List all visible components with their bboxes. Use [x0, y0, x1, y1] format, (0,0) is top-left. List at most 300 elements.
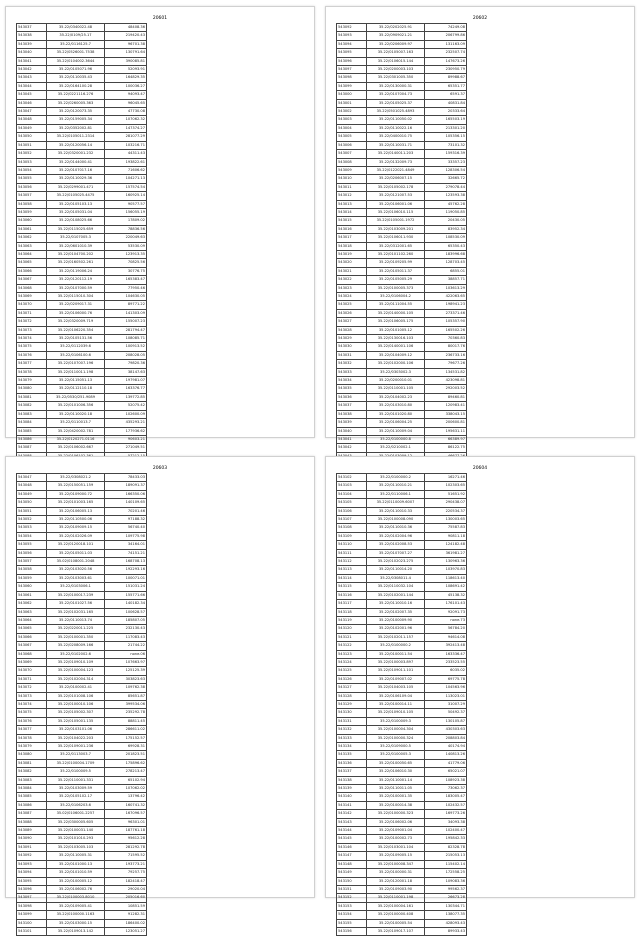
record-id-cell: 543017	[337, 234, 367, 242]
table-row	[17, 91, 147, 99]
table-row	[17, 158, 147, 166]
record-id-cell: 543137	[337, 768, 367, 776]
record-id-cell: 543025	[337, 301, 367, 309]
amount-cell: 124182.48	[425, 541, 467, 549]
reference-cell: 35.22/0120001.18	[367, 877, 425, 885]
reference-cell: 35.22/0115025.659	[47, 225, 105, 233]
amount-cell: 75587.83	[425, 524, 467, 532]
reference-cell: 35.22/0200003.103	[367, 66, 425, 74]
table-row	[17, 785, 147, 793]
amount-cell: 78433.03	[105, 474, 147, 482]
records-table	[16, 473, 147, 936]
amount-cell: 100071.01	[105, 574, 147, 582]
record-id-cell: 543064	[17, 616, 47, 624]
reference-cell: 35.22/0100009.5	[47, 768, 105, 776]
table-row	[17, 499, 147, 507]
amount-cell: 175896.62	[105, 759, 147, 767]
amount-cell: 10851.59	[105, 902, 147, 910]
record-id-cell: 543040	[17, 49, 47, 57]
table-row	[337, 108, 467, 116]
reference-cell: 35.22/0100011.54	[367, 650, 425, 658]
record-id-cell: 543102	[337, 474, 367, 482]
record-id-cell: 543036	[337, 393, 367, 401]
record-id-cell: 543096	[337, 57, 367, 65]
table-row	[337, 318, 467, 326]
table-row	[17, 919, 147, 927]
reference-cell: 35.22/0100031.140	[47, 827, 105, 835]
reference-cell: 35.22/0110010.16	[367, 600, 425, 608]
amount-cell: 30776.75	[105, 267, 147, 275]
reference-cell: 35.22/0119006.24	[47, 267, 105, 275]
table-row	[17, 32, 147, 40]
table-row	[337, 709, 467, 717]
table-row	[337, 911, 467, 919]
amount-cell: 163336.47	[425, 650, 467, 658]
amount-cell: 292003.52	[425, 385, 467, 393]
amount-cell: 281292.78	[105, 843, 147, 851]
page-3	[5, 456, 315, 933]
reference-cell: 35.22/0109005.41	[47, 902, 105, 910]
record-id-cell: 543065	[17, 259, 47, 267]
reference-cell: 35.22/0100017.239	[47, 591, 105, 599]
record-id-cell: 543089	[17, 827, 47, 835]
amount-cell: 215053.13	[425, 852, 467, 860]
record-id-cell: 543066	[17, 267, 47, 275]
record-id-cell: 543056	[17, 549, 47, 557]
record-id-cell: 543005	[337, 133, 367, 141]
reference-cell: 35.22/0104002.23	[367, 393, 425, 401]
reference-cell: 35.22/0107007.196	[47, 360, 105, 368]
reference-cell: 35.22/0100004.161	[367, 902, 425, 910]
record-id-cell: 543041	[17, 57, 47, 65]
record-id-cell: 543002	[337, 108, 367, 116]
table-row	[17, 82, 147, 90]
amount-cell: 281794.47	[105, 326, 147, 334]
amount-cell: 105356.15	[425, 133, 467, 141]
amount-cell: 109775.98	[105, 532, 147, 540]
amount-cell: 232507.74	[425, 49, 467, 57]
reference-cell: 35.22/0105001.135	[47, 717, 105, 725]
record-id-cell: 543138	[337, 776, 367, 784]
amount-cell: 77950.46	[105, 284, 147, 292]
table-row	[17, 49, 147, 57]
record-id-cell: 543130	[337, 709, 367, 717]
table-row	[337, 74, 467, 82]
amount-cell: 117083.43	[105, 633, 147, 641]
table-row	[337, 541, 467, 549]
reference-cell: 35.22/0312001.65	[367, 242, 425, 250]
amount-cell: 201823.51	[105, 751, 147, 759]
record-id-cell: 543039	[17, 40, 47, 48]
amount-cell: 182418.47	[105, 877, 147, 885]
record-id-cell: 543084	[17, 785, 47, 793]
reference-cell: 35.22/0102004.96	[367, 532, 425, 540]
reference-cell: 35.22/0103101.06	[47, 726, 105, 734]
record-id-cell: 543117	[337, 600, 367, 608]
reference-cell: 35.22/0104003.105	[367, 684, 425, 692]
reference-cell: 35.22/0100009.90	[367, 616, 425, 624]
table-row	[17, 66, 147, 74]
table-row	[337, 785, 467, 793]
record-id-cell: 543092	[337, 24, 367, 32]
reference-cell: 35.22/0208009.166	[47, 642, 105, 650]
record-id-cell: 543115	[337, 583, 367, 591]
reference-cell: 35.22/0112110.18	[47, 385, 105, 393]
record-id-cell: 543055	[17, 541, 47, 549]
reference-cell: 35.22/0106109.04	[367, 692, 425, 700]
record-id-cell: 543076	[17, 717, 47, 725]
reference-cell: 35.22/0100014.38	[367, 801, 425, 809]
amount-cell: 134531.82	[425, 368, 467, 376]
amount-cell: 102432.57	[425, 801, 467, 809]
table-row	[17, 435, 147, 443]
table-row	[17, 40, 147, 48]
reference-cell: 35.22/0110010.21	[367, 482, 425, 490]
reference-cell: 35.22/0601010.39	[47, 242, 105, 250]
amount-cell: 428093.43	[425, 919, 467, 927]
table-row	[337, 507, 467, 515]
table-row	[337, 225, 467, 233]
record-id-cell: 543048	[17, 482, 47, 490]
reference-cell: 35.22/0105002.307	[47, 709, 105, 717]
amount-cell: 435293.21	[105, 419, 147, 427]
amount-cell: 6035.02	[425, 667, 467, 675]
table-row	[17, 583, 147, 591]
table-row	[337, 734, 467, 742]
amount-cell: 16271.46	[425, 474, 467, 482]
amount-cell: 97188.32	[105, 516, 147, 524]
record-id-cell: 543058	[17, 566, 47, 574]
reference-cell: 35.22/0108025.66	[47, 217, 105, 225]
record-id-cell: 543150	[337, 877, 367, 885]
record-id-cell: 543008	[337, 158, 367, 166]
reference-cell: 35.22/0140000.105	[367, 309, 425, 317]
table-row	[17, 419, 147, 427]
record-id-cell: 543129	[337, 700, 367, 708]
reference-cell: 35.22/0109009.15	[47, 524, 105, 532]
amount-cell: 109083.36	[425, 877, 467, 885]
amount-cell: 103216.71	[105, 141, 147, 149]
table-row	[337, 591, 467, 599]
reference-cell: 35.22/0104022.203	[47, 734, 105, 742]
amount-cell: 155007.23	[105, 318, 147, 326]
reference-cell: 35.22/0107004.73	[367, 91, 425, 99]
table-row	[17, 667, 147, 675]
table-row	[337, 326, 467, 334]
amount-cell: 88811.45	[105, 717, 147, 725]
record-id-cell: 543026	[337, 309, 367, 317]
amount-cell: 130791.64	[105, 49, 147, 57]
amount-cell: 86122.75	[425, 444, 467, 452]
table-row	[337, 768, 467, 776]
record-id-cell: 543083	[17, 776, 47, 784]
reference-cell: 35.22/0110029.36	[47, 175, 105, 183]
table-row	[17, 326, 147, 334]
reference-cell: 35.22/0530/251.9089	[47, 393, 105, 401]
amount-cell: 38147.63	[105, 368, 147, 376]
table-row	[17, 175, 147, 183]
record-id-cell: 543043	[17, 74, 47, 82]
reference-cell: 35.22/0110031.71	[367, 141, 425, 149]
table-row	[337, 301, 467, 309]
reference-cell: 35.22/0105103.13	[47, 200, 105, 208]
reference-cell: 35.22/0106010.115	[367, 208, 425, 216]
record-id-cell: 543057	[17, 192, 47, 200]
table-row	[337, 877, 467, 885]
record-id-cell: 543061	[17, 225, 47, 233]
reference-cell: 35.22/0110011.198	[47, 368, 105, 376]
amount-cell: 140109.65	[105, 499, 147, 507]
record-id-cell: 543010	[337, 175, 367, 183]
record-id-cell: 543076	[17, 351, 47, 359]
reference-cell: 35.22/0106220.354	[47, 326, 105, 334]
record-id-cell: 543131	[337, 717, 367, 725]
amount-cell: 56740.40	[105, 524, 147, 532]
reference-cell: 35.22/0107007.27	[367, 549, 425, 557]
table-row	[337, 208, 467, 216]
record-id-cell: 543053	[17, 524, 47, 532]
record-id-cell: 543072	[17, 684, 47, 692]
reference-cell: 35.22/0100005.54	[367, 919, 425, 927]
table-row	[17, 549, 147, 557]
table-row	[17, 558, 147, 566]
amount-cell: 281077.29	[105, 133, 147, 141]
record-id-cell: 543112	[337, 558, 367, 566]
table-row	[17, 818, 147, 826]
table-row	[337, 608, 467, 616]
amount-cell: 85651.87	[105, 692, 147, 700]
reference-cell: 35.22/0100002.73	[367, 835, 425, 843]
record-id-cell: 543097	[337, 66, 367, 74]
reference-cell: 35.22/0101010.59	[47, 869, 105, 877]
record-id-cell: 543135	[337, 751, 367, 759]
reference-cell: 35.22/0308011.4	[367, 574, 425, 582]
record-id-cell: 543012	[337, 192, 367, 200]
reference-cell: 35.22/0300005.605	[47, 818, 105, 826]
record-id-cell: 543047	[17, 108, 47, 116]
reference-cell: 35.22/0100008.347	[367, 860, 425, 868]
table-row	[17, 776, 147, 784]
amount-cell: 138077.35	[425, 911, 467, 919]
reference-cell: 35.22/0100005.373	[367, 284, 425, 292]
table-row	[17, 759, 147, 767]
reference-cell: 35.22/0210002.1	[367, 444, 425, 452]
record-id-cell: 543141	[337, 801, 367, 809]
amount-cell: 56784.20	[425, 625, 467, 633]
amount-cell: 71606.62	[105, 166, 147, 174]
reference-cell: 35.22/0110014.20	[367, 566, 425, 574]
reference-cell: 35.22/0106010.30	[367, 768, 425, 776]
reference-cell: 35.22/0352002.81	[47, 124, 105, 132]
reference-cell: 35.22/0110500.06	[47, 516, 105, 524]
reference-cell: 35.22/0105011.03	[47, 549, 105, 557]
record-id-cell: 543080	[17, 385, 47, 393]
table-row	[17, 709, 147, 717]
amount-cell: 31007.29	[425, 700, 467, 708]
amount-cell: 52075.42	[105, 402, 147, 410]
amount-cell: 103613.29	[425, 284, 467, 292]
amount-cell: 66389.97	[425, 435, 467, 443]
table-row	[337, 650, 467, 658]
record-id-cell: 543068	[17, 650, 47, 658]
table-row	[337, 684, 467, 692]
reference-cell: 35.22/0109007.02	[367, 675, 425, 683]
reference-cell: 35.22/0110010.36	[367, 524, 425, 532]
table-row	[17, 566, 147, 574]
table-row	[337, 793, 467, 801]
amount-cell: 103970.83	[425, 566, 467, 574]
reference-cell: 35.22/0102000.106	[367, 360, 425, 368]
record-id-cell: 543124	[337, 658, 367, 666]
amount-cell: 26673.28	[425, 894, 467, 902]
record-id-cell: 543064	[17, 250, 47, 258]
reference-cell: 35.22/0109005.15	[367, 852, 425, 860]
amount-cell: 107062.32	[105, 116, 147, 124]
reference-cell: 35.22/0103001.104	[367, 843, 425, 851]
record-id-cell: 543030	[337, 343, 367, 351]
reference-cell: 35.22/0102001.144	[367, 591, 425, 599]
record-id-cell: 543023	[337, 284, 367, 292]
record-id-cell: 543134	[337, 743, 367, 751]
amount-cell: 151031.24	[105, 583, 147, 591]
reference-cell: 35.22/0105005.29	[367, 276, 425, 284]
table-row	[337, 435, 467, 443]
record-id-cell: 543052	[17, 516, 47, 524]
table-row	[17, 692, 147, 700]
reference-cell: 35.22/0102004.314	[47, 675, 105, 683]
amount-cell: 92091.73	[425, 608, 467, 616]
reference-cell: 35.22/0112039.6	[47, 343, 105, 351]
reference-cell: 35.22/0110013.7	[47, 419, 105, 427]
table-row	[337, 860, 467, 868]
amount-cell: 390085.81	[105, 57, 147, 65]
amount-cell: 141303.09	[105, 309, 147, 317]
amount-cell: 123051.27	[105, 927, 147, 935]
reference-cell: 35.22/0102007.35	[367, 608, 425, 616]
table-row	[17, 877, 147, 885]
record-id-cell: 543020	[337, 259, 367, 267]
amount-cell: 73062.37	[425, 785, 467, 793]
amount-cell: 70825.56	[105, 259, 147, 267]
page-4	[325, 456, 635, 933]
reference-cell: 35.22/0120056.14	[47, 141, 105, 149]
table-row	[17, 217, 147, 225]
amount-cell: 177936.62	[105, 427, 147, 435]
record-id-cell: 543044	[17, 82, 47, 90]
reference-cell: 35.22/0106015.144	[367, 57, 425, 65]
table-row	[17, 902, 147, 910]
record-id-cell: 543099	[17, 911, 47, 919]
reference-cell: 35.22/0106004.2	[367, 293, 425, 301]
record-id-cell: 543113	[337, 566, 367, 574]
amount-cell: 41779.06	[425, 759, 467, 767]
reference-cell: 35.22/0110035.43	[47, 74, 105, 82]
table-row	[17, 99, 147, 107]
table-row	[337, 124, 467, 132]
amount-cell: 167096.57	[105, 810, 147, 818]
amount-cell: 108085.71	[105, 335, 147, 343]
record-id-cell: 543116	[337, 591, 367, 599]
table-row	[337, 658, 467, 666]
table-row	[337, 516, 467, 524]
table-row	[337, 700, 467, 708]
record-id-cell: 543032	[337, 360, 367, 368]
record-id-cell: 543073	[17, 692, 47, 700]
table-row	[17, 927, 147, 935]
table-row	[337, 827, 467, 835]
amount-cell: 104630.05	[105, 293, 147, 301]
table-row	[337, 625, 467, 633]
reference-cell: 35.22/0106002.667	[47, 444, 105, 452]
table-row	[17, 200, 147, 208]
reference-cell: 35.22/0340022.48	[47, 24, 105, 32]
reference-cell: 35.22/0105007.163	[367, 49, 425, 57]
table-row	[17, 574, 147, 582]
record-id-cell: 543054	[17, 166, 47, 174]
reference-cell: 35.22/0105011.2314	[47, 133, 105, 141]
record-id-cell: 543086	[17, 801, 47, 809]
table-row	[337, 717, 467, 725]
table-row	[337, 192, 467, 200]
table-row	[17, 225, 147, 233]
reference-cell: 35.22/0101102.260	[367, 250, 425, 258]
reference-cell: 35.22/0100001.350	[47, 633, 105, 641]
record-id-cell: 543049	[17, 490, 47, 498]
record-id-cell: 543110	[337, 541, 367, 549]
record-id-cell: 543015	[337, 217, 367, 225]
amount-cell: 159316.39	[425, 150, 467, 158]
table-row	[17, 57, 147, 65]
table-row	[337, 600, 467, 608]
amount-cell: 192293.16	[105, 566, 147, 574]
amount-cell: 99562.37	[425, 885, 467, 893]
record-id-cell: 543144	[337, 827, 367, 835]
reference-cell: 35.22/0109013.142	[47, 927, 105, 935]
table-row	[17, 482, 147, 490]
record-id-cell: 543009	[337, 166, 367, 174]
record-id-cell: 543018	[337, 242, 367, 250]
amount-cell: 94093.47	[105, 91, 147, 99]
reference-cell: 35.22/0100000.31	[367, 869, 425, 877]
amount-cell: 303823.63	[105, 675, 147, 683]
record-id-cell: 543126	[337, 675, 367, 683]
amount-cell: 147374.27	[105, 124, 147, 132]
record-id-cell: 543075	[17, 343, 47, 351]
amount-cell: 206799.86	[425, 32, 467, 40]
table-row	[337, 410, 467, 418]
amount-cell: 45762.28	[425, 200, 467, 208]
record-id-cell: 543038	[337, 410, 367, 418]
amount-cell: 100628.57	[105, 608, 147, 616]
record-id-cell: 543145	[337, 835, 367, 843]
reference-cell: 35.22/0320001.232	[47, 150, 105, 158]
amount-cell: 94614.08	[425, 633, 467, 641]
amount-cell: 32665.72	[425, 175, 467, 183]
amount-cell: 79677.26	[425, 360, 467, 368]
reference-cell: 35.22/0115010.304	[47, 293, 105, 301]
amount-cell: 52093.91	[105, 66, 147, 74]
amount-cell: 131163.09	[425, 40, 467, 48]
record-id-cell: 543060	[17, 583, 47, 591]
record-id-cell: 543034	[337, 377, 367, 385]
table-row	[337, 49, 467, 57]
amount-cell: 47730.08	[105, 108, 147, 116]
table-row	[17, 150, 147, 158]
record-id-cell: 543156	[337, 927, 367, 935]
table-row	[337, 99, 467, 107]
reference-cell: 35.02/0106001.2257	[47, 810, 105, 818]
table-row	[17, 116, 147, 124]
